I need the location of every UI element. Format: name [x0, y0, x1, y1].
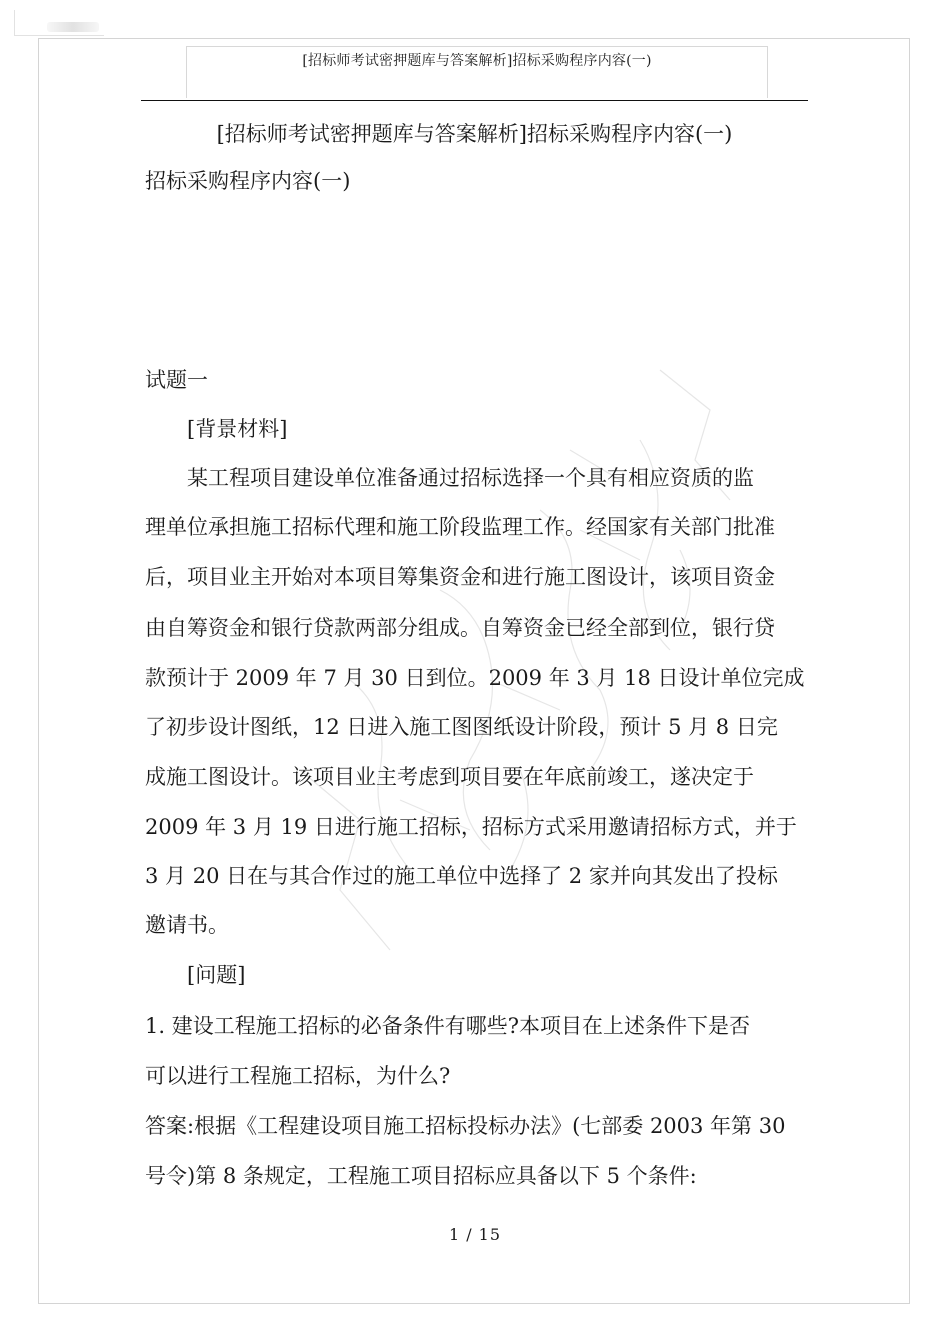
background-label: [背景材料]	[187, 417, 288, 441]
answer-line: 答案:根据《工程建设项目施工招标投标办法》(七部委 2003 年第 30	[145, 1114, 786, 1138]
question-heading: 试题一	[145, 368, 208, 392]
header-rule	[141, 100, 808, 101]
document-subtitle: 招标采购程序内容(一)	[145, 169, 351, 193]
corner-crop-mark	[14, 10, 104, 36]
question-1-line: 1. 建设工程施工招标的必备条件有哪些?本项目在上述条件下是否	[145, 1014, 750, 1038]
answer-line: 号令)第 8 条规定，工程施工项目招标应具备以下 5 个条件:	[145, 1164, 697, 1188]
document-title: [招标师考试密押题库与答案解析]招标采购程序内容(一)	[216, 122, 733, 146]
question-1-line: 可以进行工程施工招标，为什么?	[145, 1064, 451, 1088]
page-number: 1 / 15	[448, 1225, 502, 1244]
paragraph-line: 某工程项目建设单位准备通过招标选择一个具有相应资质的监	[187, 466, 754, 490]
paragraph-line: 后，项目业主开始对本项目筹集资金和进行施工图设计，该项目资金	[145, 565, 775, 589]
paragraph-line: 2009 年 3 月 19 日进行施工招标，招标方式采用邀请招标方式，并于	[145, 815, 797, 839]
corner-smudge	[47, 22, 99, 32]
running-header: [招标师考试密押题库与答案解析]招标采购程序内容(一)	[302, 53, 652, 69]
paragraph-line: 款预计于 2009 年 7 月 30 日到位。2009 年 3 月 18 日设计单位完成	[145, 666, 805, 690]
paragraph-line: 理单位承担施工招标代理和施工阶段监理工作。经国家有关部门批准	[145, 515, 775, 539]
paragraph-line: 邀请书。	[145, 913, 229, 937]
paragraph-line: 由自筹资金和银行贷款两部分组成。自筹资金已经全部到位，银行贷	[145, 616, 775, 640]
paragraph-line: 3 月 20 日在与其合作过的施工单位中选择了 2 家并向其发出了投标	[145, 864, 778, 888]
paragraph-line: 了初步设计图纸，12 日进入施工图图纸设计阶段，预计 5 月 8 日完	[145, 715, 778, 739]
paragraph-line: 成施工图设计。该项目业主考虑到项目要在年底前竣工，遂决定于	[145, 765, 754, 789]
problem-label: [问题]	[187, 963, 246, 987]
